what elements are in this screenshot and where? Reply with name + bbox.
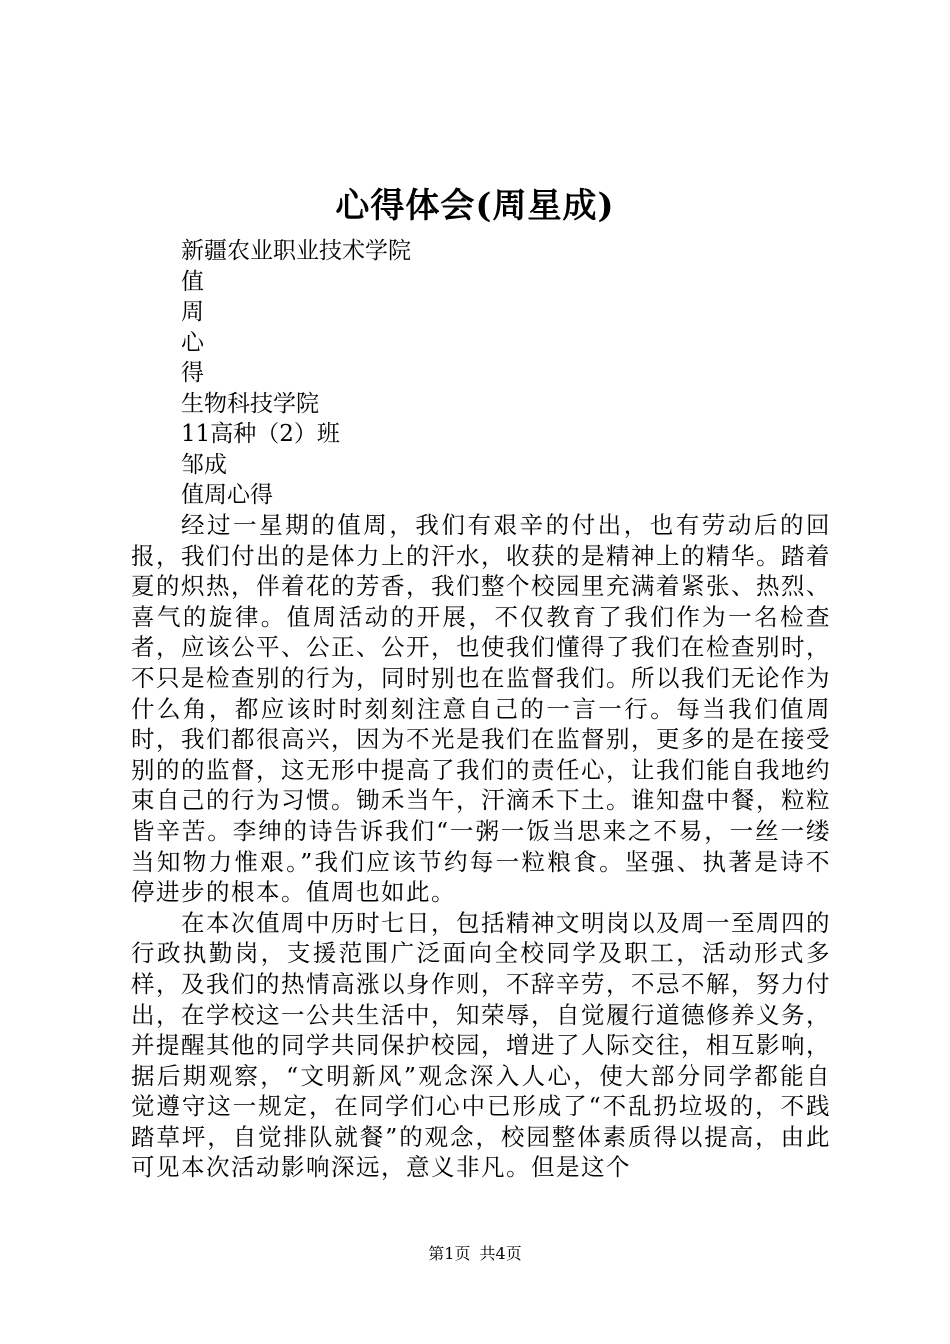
header-line-char-4: 得 bbox=[181, 360, 204, 386]
page-footer bbox=[0, 1243, 950, 1265]
page-number-total: 共4页 bbox=[479, 1244, 522, 1263]
header-line-char-2: 周 bbox=[181, 299, 204, 325]
header-line-college: 生物科技学院 bbox=[181, 390, 319, 417]
header-lines bbox=[181, 236, 861, 511]
header-line-school: 新疆农业职业技术学院 bbox=[181, 238, 411, 264]
page-number-current: 第1页 bbox=[428, 1244, 471, 1263]
header-line-subtitle: 值周心得 bbox=[181, 482, 273, 508]
document-title: 心得体会(周星成) bbox=[335, 186, 615, 226]
header-line-char-3: 心 bbox=[181, 329, 204, 356]
header-line-char-1: 值 bbox=[181, 268, 204, 295]
paragraph-2: 在本次值周中历时七日，包括精神文明岗以及周一至周四的行政执勤岗，支援范围广泛面向全校同学及职工，活动形式多样，及我们的热情高涨以身作则，不辞辛劳，不忌不解，努力付出，在学校这一公共生活中，知荣辱，自觉履行道德修养义务，并提醒其他的同学共同保护校园，增进了人际交往，相互影响，据后期观察，“文明新风”观念深入人心，使大部分同学都能自觉遵守这一规定，在同学们心中已形成了“不乱扔垃圾的，不践踏草坪，自觉排队就餐”的观念，校园整体素质得以提高，由此可见本次活动影响深远，意义非凡。但是这个 bbox=[131, 908, 831, 1182]
paragraph-1: 经过一星期的值周，我们有艰辛的付出，也有劳动后的回报，我们付出的是体力上的汗水，收获的是精神上的精华。踏着夏的炽热，伴着花的芳香，我们整个校园里充满着紧张、热烈、喜气的旋律。值周活动的开展，不仅教育了我们作为一名检查者，应该公平、公正、公开，也使我们懂得了我们在检查别时，不只是检查别的行为，同时别也在监督我们。所以我们无论作为什么角，都应该时时刻刻注意自己的一言一行。每当我们值周时，我们都很高兴，因为不光是我们在监督别，更多的是在接受别的的监督，这无形中提高了我们的责任心，让我们能自我地约束自己的行为习惯。锄禾当午，汗滴禾下土。谁知盘中餐，粒粒皆辛苦。李绅的诗告诉我们“一粥一饭当思来之不易，一丝一缕当知物力惟艰。”我们应该节约每一粒粮食。坚强、执著是诗不停进步的根本。值周也如此。 bbox=[131, 511, 831, 907]
body-text bbox=[131, 510, 831, 1183]
header-line-author: 邹成 bbox=[181, 451, 227, 478]
header-line-class: 11高种（2）班 bbox=[181, 421, 340, 447]
